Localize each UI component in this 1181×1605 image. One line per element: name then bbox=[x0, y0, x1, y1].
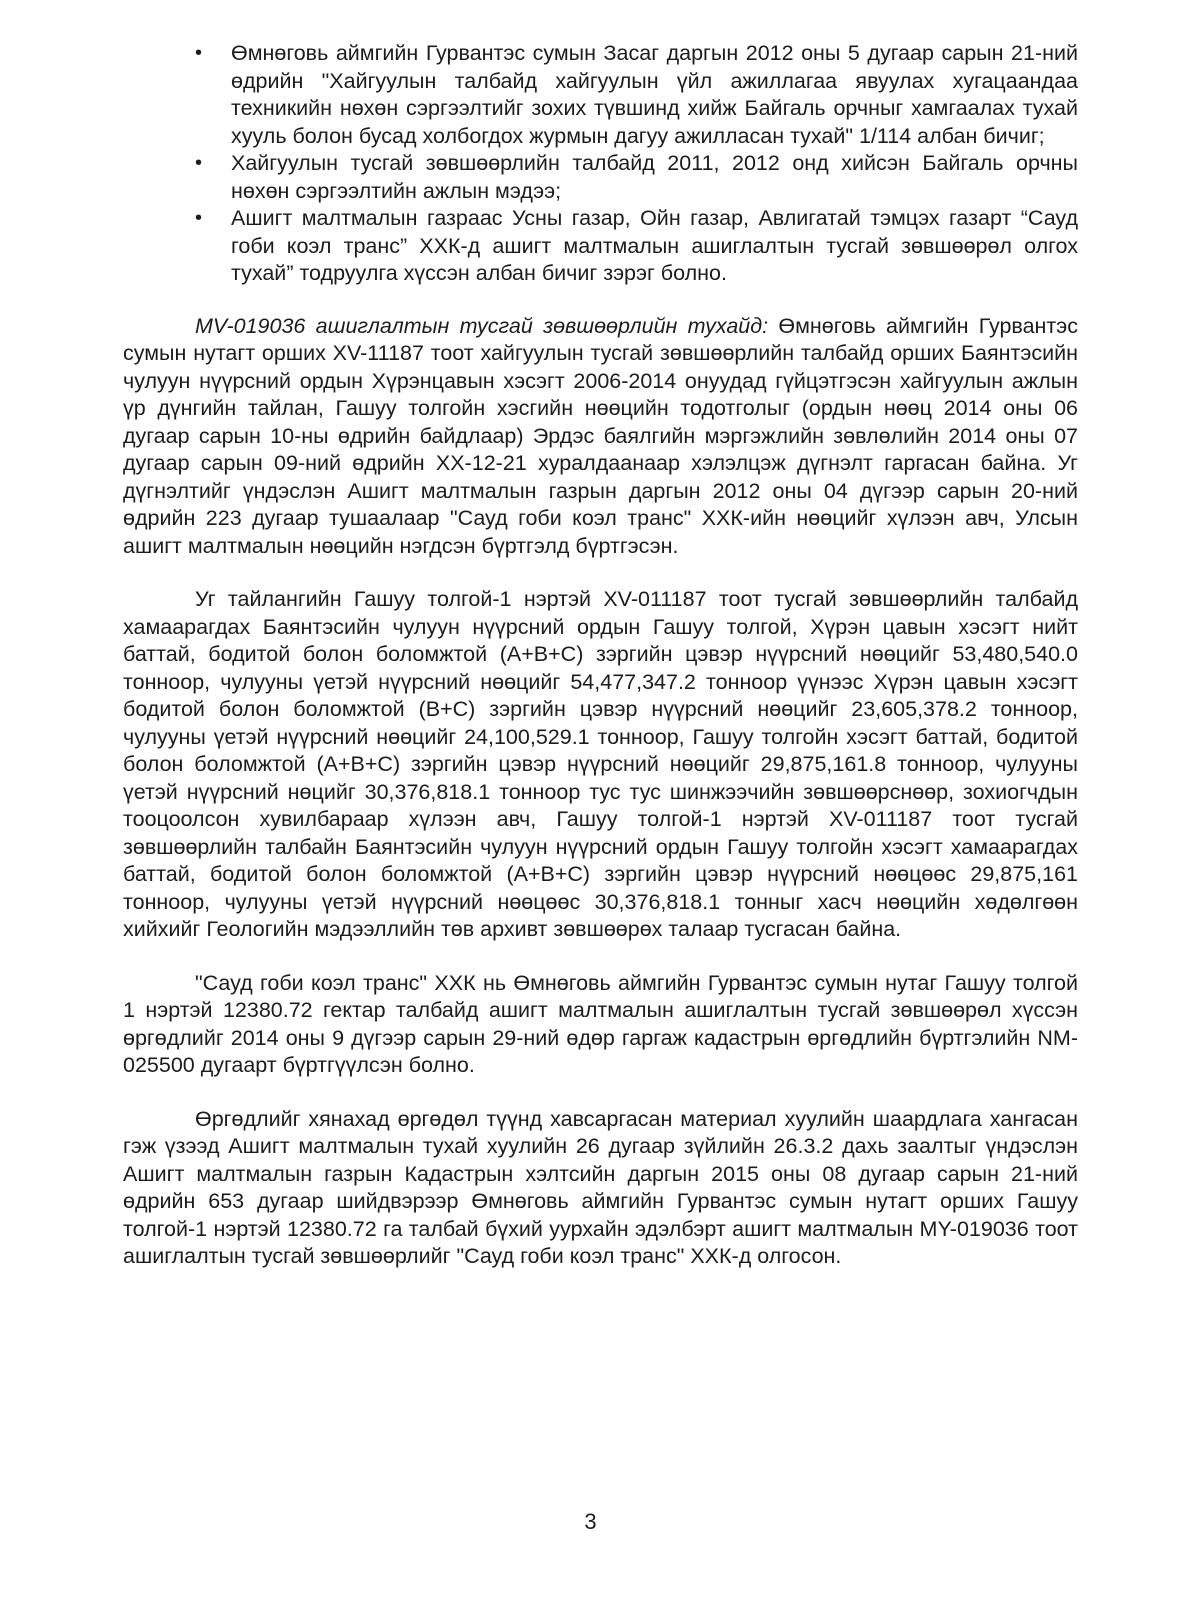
page-number: 3 bbox=[584, 1509, 597, 1534]
paragraph-reserves: Уг тайлангийн Гашуу толгой-1 нэртэй XV-011187 тоот тусгай зөвшөөрлийн талбайд хамаарагдах Баянтэсийн чулуун нүүрсний ордын Гашуу толгой, Хүрэн цавын хэсэгт нийт баттай, бодитой болон боломжтой (A+B+C) зэргийн цэвэр нүүрсний нөөцийг 53,480,540.0 тонноор, чулууны үетэй нүүрсний нөөцийг 54,477,347.2 тонноор үүнээс Хүрэн цавын хэсэгт бодитой болон боломжтой (B+C) зэргийн цэвэр нүүрсний нөөцийг 23,605,378.2 тонноор, чулууны үетэй нүүрсний нөөцийг 24,100,529.1 тонноор, Гашуу толгойн хэсэгт баттай, бодитой болон боломжтой (A+B+C) зэргийн цэвэр нүүрсний нөөцийг 29,875,161.8 тонноор, чулууны үетэй нүүрсний нөцийг 30,376,818.1 тонноор тус тус шинжээчийн зөвшөөрснөөр, зохиогчдын тооцоолсон хувилбараар хүлээн авч, Гашуу толгой-1 нэртэй XV-011187 тоот тусгай зөвшөөрлийн талбайн Баянтэсийн чулуун нүүрсний ордын Гашуу толгойн хэсэгт хамаарагдах баттай, бодитой болон боломжтой (A+B+C) зэргийн цэвэр нүүрсний нөөцөөс 29,875,161 тонноор, чулууны үетэй нүүрсний нөөцөөс 30,376,818.1 тонныг хасч нөөцийн хөдөлгөөн хийхийг Геологийн мэдээллийн төв архивт зөвшөөрөх талаар тусгасан байна. bbox=[123, 587, 1078, 941]
document-body bbox=[123, 40, 1078, 1271]
list-item bbox=[123, 40, 1078, 150]
paragraph-license-info bbox=[123, 313, 1078, 561]
list-item bbox=[123, 150, 1078, 205]
bullet-icon: • bbox=[195, 152, 203, 174]
bullet-icon: • bbox=[195, 207, 203, 229]
paragraph-lead: MV-019036 ашиглалтын тусгай зөвшөөрлийн тухайд: bbox=[195, 313, 769, 338]
list-item-text: Хайгуулын тусгай зөвшөөрлийн талбайд 2011, 2012 онд хийсэн Байгаль орчны нөхөн сэргээлтийн ажлын мэдээ; bbox=[231, 151, 1078, 203]
attachment-list bbox=[123, 40, 1078, 288]
bullet-icon: • bbox=[195, 42, 203, 64]
paragraph-decision: Өргөдлийг хянахад өргөдөл түүнд хавсаргасан материал хуулийн шаардлага хангасан гэж үзээд Ашигт малтмалын тухай хуулийн 26 дугаар зүйлийн 26.3.2 дахь заалтыг үндэслэн Ашигт малтмалын газрын Кадастрын хэлтсийн даргын 2015 оны 08 дугаар сарын 21-ний өдрийн 653 дугаар шийдвэрээр Өмнөговь аймгийн Гурвантэс сумын нутагт орших Гашуу толгой-1 нэртэй 12380.72 га талбай бүхий уурхайн эдэлбэрт ашигт малтмалын MY-019036 тоот ашиглалтын тусгай зөвшөөрлийг "Сауд гоби коэл транс" ХХК-д олгосон. bbox=[123, 1106, 1078, 1268]
list-item bbox=[123, 205, 1078, 288]
paragraph-text: Өмнөговь аймгийн Гурвантэс сумын нутагт орших XV-11187 тоот хайгуулын тусгай зөвшөөрлийн талбайд орших Баянтэсийн чулуун нүүрсний ордын Хүрэнцавын хэсэгт 2006-2014 онуудад гүйцэтгэсэн хайгуулын ажлын үр дүнгийн тайлан, Гашуу толгойн хэсгийн нөөцийн тодотголыг (ордын нөөц 2014 оны 06 дугаар сарын 10-ны өдрийн байдлаар) Эрдэс баялгийн мэргэжлийн зөвлөлийн 2014 оны 07 дугаар сарын 09-ний өдрийн XX-12-21 хуралдаанаар хэлэлцэж дүгнэлт гаргасан байна. Уг дүгнэлтийг үндэслэн Ашигт малтмалын газрын даргын 2012 оны 04 дүгээр сарын 20-ний өдрийн 223 дугаар тушаалаар "Сауд гоби коэл транс" ХХК-ийн нөөцийг хүлээн авч, Улсын ашигт малтмалын нөөцийн нэгдсэн бүртгэлд бүртгэсэн. bbox=[123, 313, 1078, 558]
list-item-text: Ашигт малтмалын газраас Усны газар, Ойн газар, Авлигатай тэмцэх газарт “Сауд гоби коэл транс” ХХК-д ашигт малтмалын ашиглалтын тусгай зөвшөөрөл олгох тухай” тодруулга хүссэн албан бичиг зэрэг болно. bbox=[231, 206, 1078, 285]
list-item-text: Өмнөговь аймгийн Гурвантэс сумын Засаг даргын 2012 оны 5 дугаар сарын 21-ний өдрийн "Хайгуулын талбайд хайгуулын үйл ажиллагаа явуулах хугацаандаа техникийн нөхөн сэргээлтийг зохих түвшинд хийж Байгаль орчныг хамгаалах тухай хууль болон бусад холбогдох журмын дагуу ажилласан тухай" 1/114 албан бичиг; bbox=[231, 41, 1078, 148]
paragraph-application: "Сауд гоби коэл транс" ХХК нь Өмнөговь аймгийн Гурвантэс сумын нутаг Гашуу толгой 1 нэртэй 12380.72 гектар талбайд ашигт малтмалын ашиглалтын тусгай зөвшөөрөл хүссэн өргөдлийг 2014 оны 9 дүгээр сарын 29-ний өдөр гаргаж кадастрын өргөдлийн бүртгэлийн NM-025500 дугаарт бүртгүүлсэн болно. bbox=[123, 970, 1078, 1077]
